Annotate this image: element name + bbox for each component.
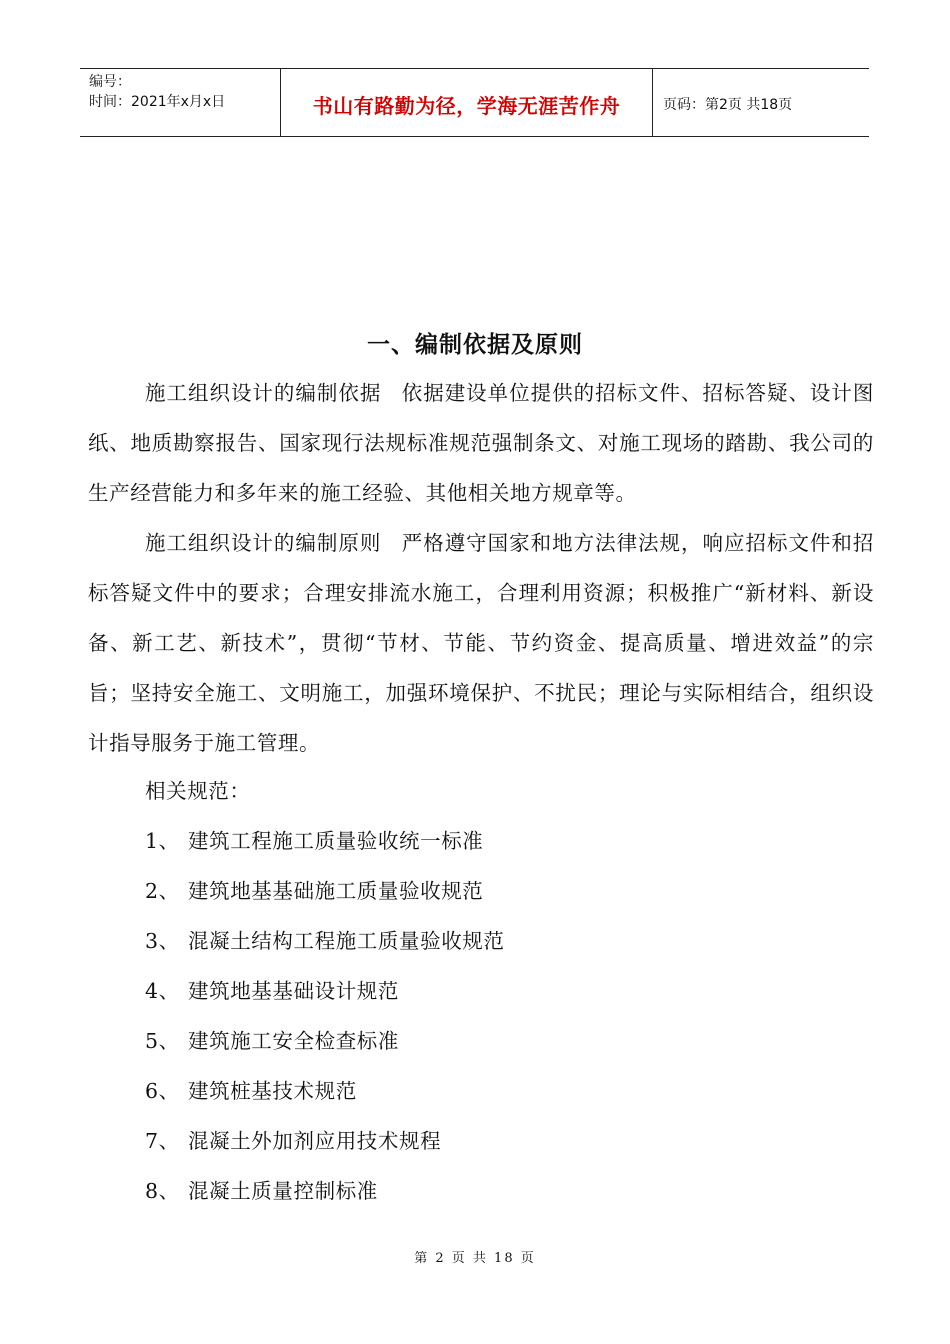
list-item-number: 6、 <box>145 1079 180 1103</box>
list-item-number: 8、 <box>145 1179 180 1203</box>
list-item-text: 建筑桩基技术规范 <box>188 1079 357 1103</box>
document-header <box>80 68 869 137</box>
list-item-number: 5、 <box>145 1029 180 1053</box>
list-item-text: 建筑地基基础设计规范 <box>188 979 399 1003</box>
list-item-text: 建筑施工安全检查标准 <box>188 1029 399 1053</box>
document-date: 时间：2021年x月x日 <box>89 94 226 110</box>
list-item <box>145 966 399 1016</box>
paragraph-body: 依据建设单位提供的招标文件、招标答疑、设计图纸、地质勘察报告、国家现行法规标准规范强制条文、对施工现场的踏勘、我公司的生产经营能力和多年来的施工经验、其他相关地方规章等。 <box>88 381 875 505</box>
section-title: 一、编制依据及原则 <box>367 332 583 358</box>
header-page-cell <box>653 69 869 136</box>
list-item <box>145 1066 357 1116</box>
paragraph-lead: 施工组织设计的编制原则 <box>145 531 382 555</box>
list-item <box>145 1116 441 1166</box>
header-motto: 书山有路勤为径，学海无涯苦作舟 <box>312 94 621 118</box>
paragraph-basis <box>88 368 874 518</box>
list-item-text: 混凝土质量控制标准 <box>188 1179 378 1203</box>
list-item-text: 混凝土结构工程施工质量验收规范 <box>188 929 505 953</box>
list-item-text: 建筑地基基础施工质量验收规范 <box>188 879 484 903</box>
list-item <box>145 1016 399 1066</box>
paragraph-principles <box>88 518 874 768</box>
document-number-label: 编号： <box>89 74 131 90</box>
paragraph-body: 严格遵守国家和地方法律法规，响应招标文件和招标答疑文件中的要求；合理安排流水施工，合理利用资源；积极推广“新材料、新设备、新工艺、新技术”，贯彻“节材、节能、节约资金、提高质量、增进效益”的宗旨；坚持安全施工、文明施工，加强环境保护、不扰民；理论与实际相结合，组织设计指导服务于施工管理。 <box>88 531 875 755</box>
list-item-text: 混凝土外加剂应用技术规程 <box>188 1129 442 1153</box>
list-item <box>145 816 483 866</box>
header-meta-cell <box>80 69 281 136</box>
list-item-number: 7、 <box>145 1129 180 1153</box>
header-page-info: 页码：第2页 共18页 <box>663 97 793 113</box>
list-item-text: 建筑工程施工质量验收统一标准 <box>188 829 484 853</box>
list-item-number: 2、 <box>145 879 180 903</box>
list-item-number: 3、 <box>145 929 180 953</box>
paragraph-lead: 施工组织设计的编制依据 <box>145 381 382 405</box>
standards-heading: 相关规范： <box>145 779 251 803</box>
list-item <box>145 866 483 916</box>
list-item-number: 4、 <box>145 979 180 1003</box>
list-item <box>145 916 505 966</box>
page-footer: 第 2 页 共 18 页 <box>414 1251 536 1266</box>
list-item <box>145 1166 378 1216</box>
list-item-number: 1、 <box>145 829 180 853</box>
header-motto-cell <box>281 69 653 136</box>
